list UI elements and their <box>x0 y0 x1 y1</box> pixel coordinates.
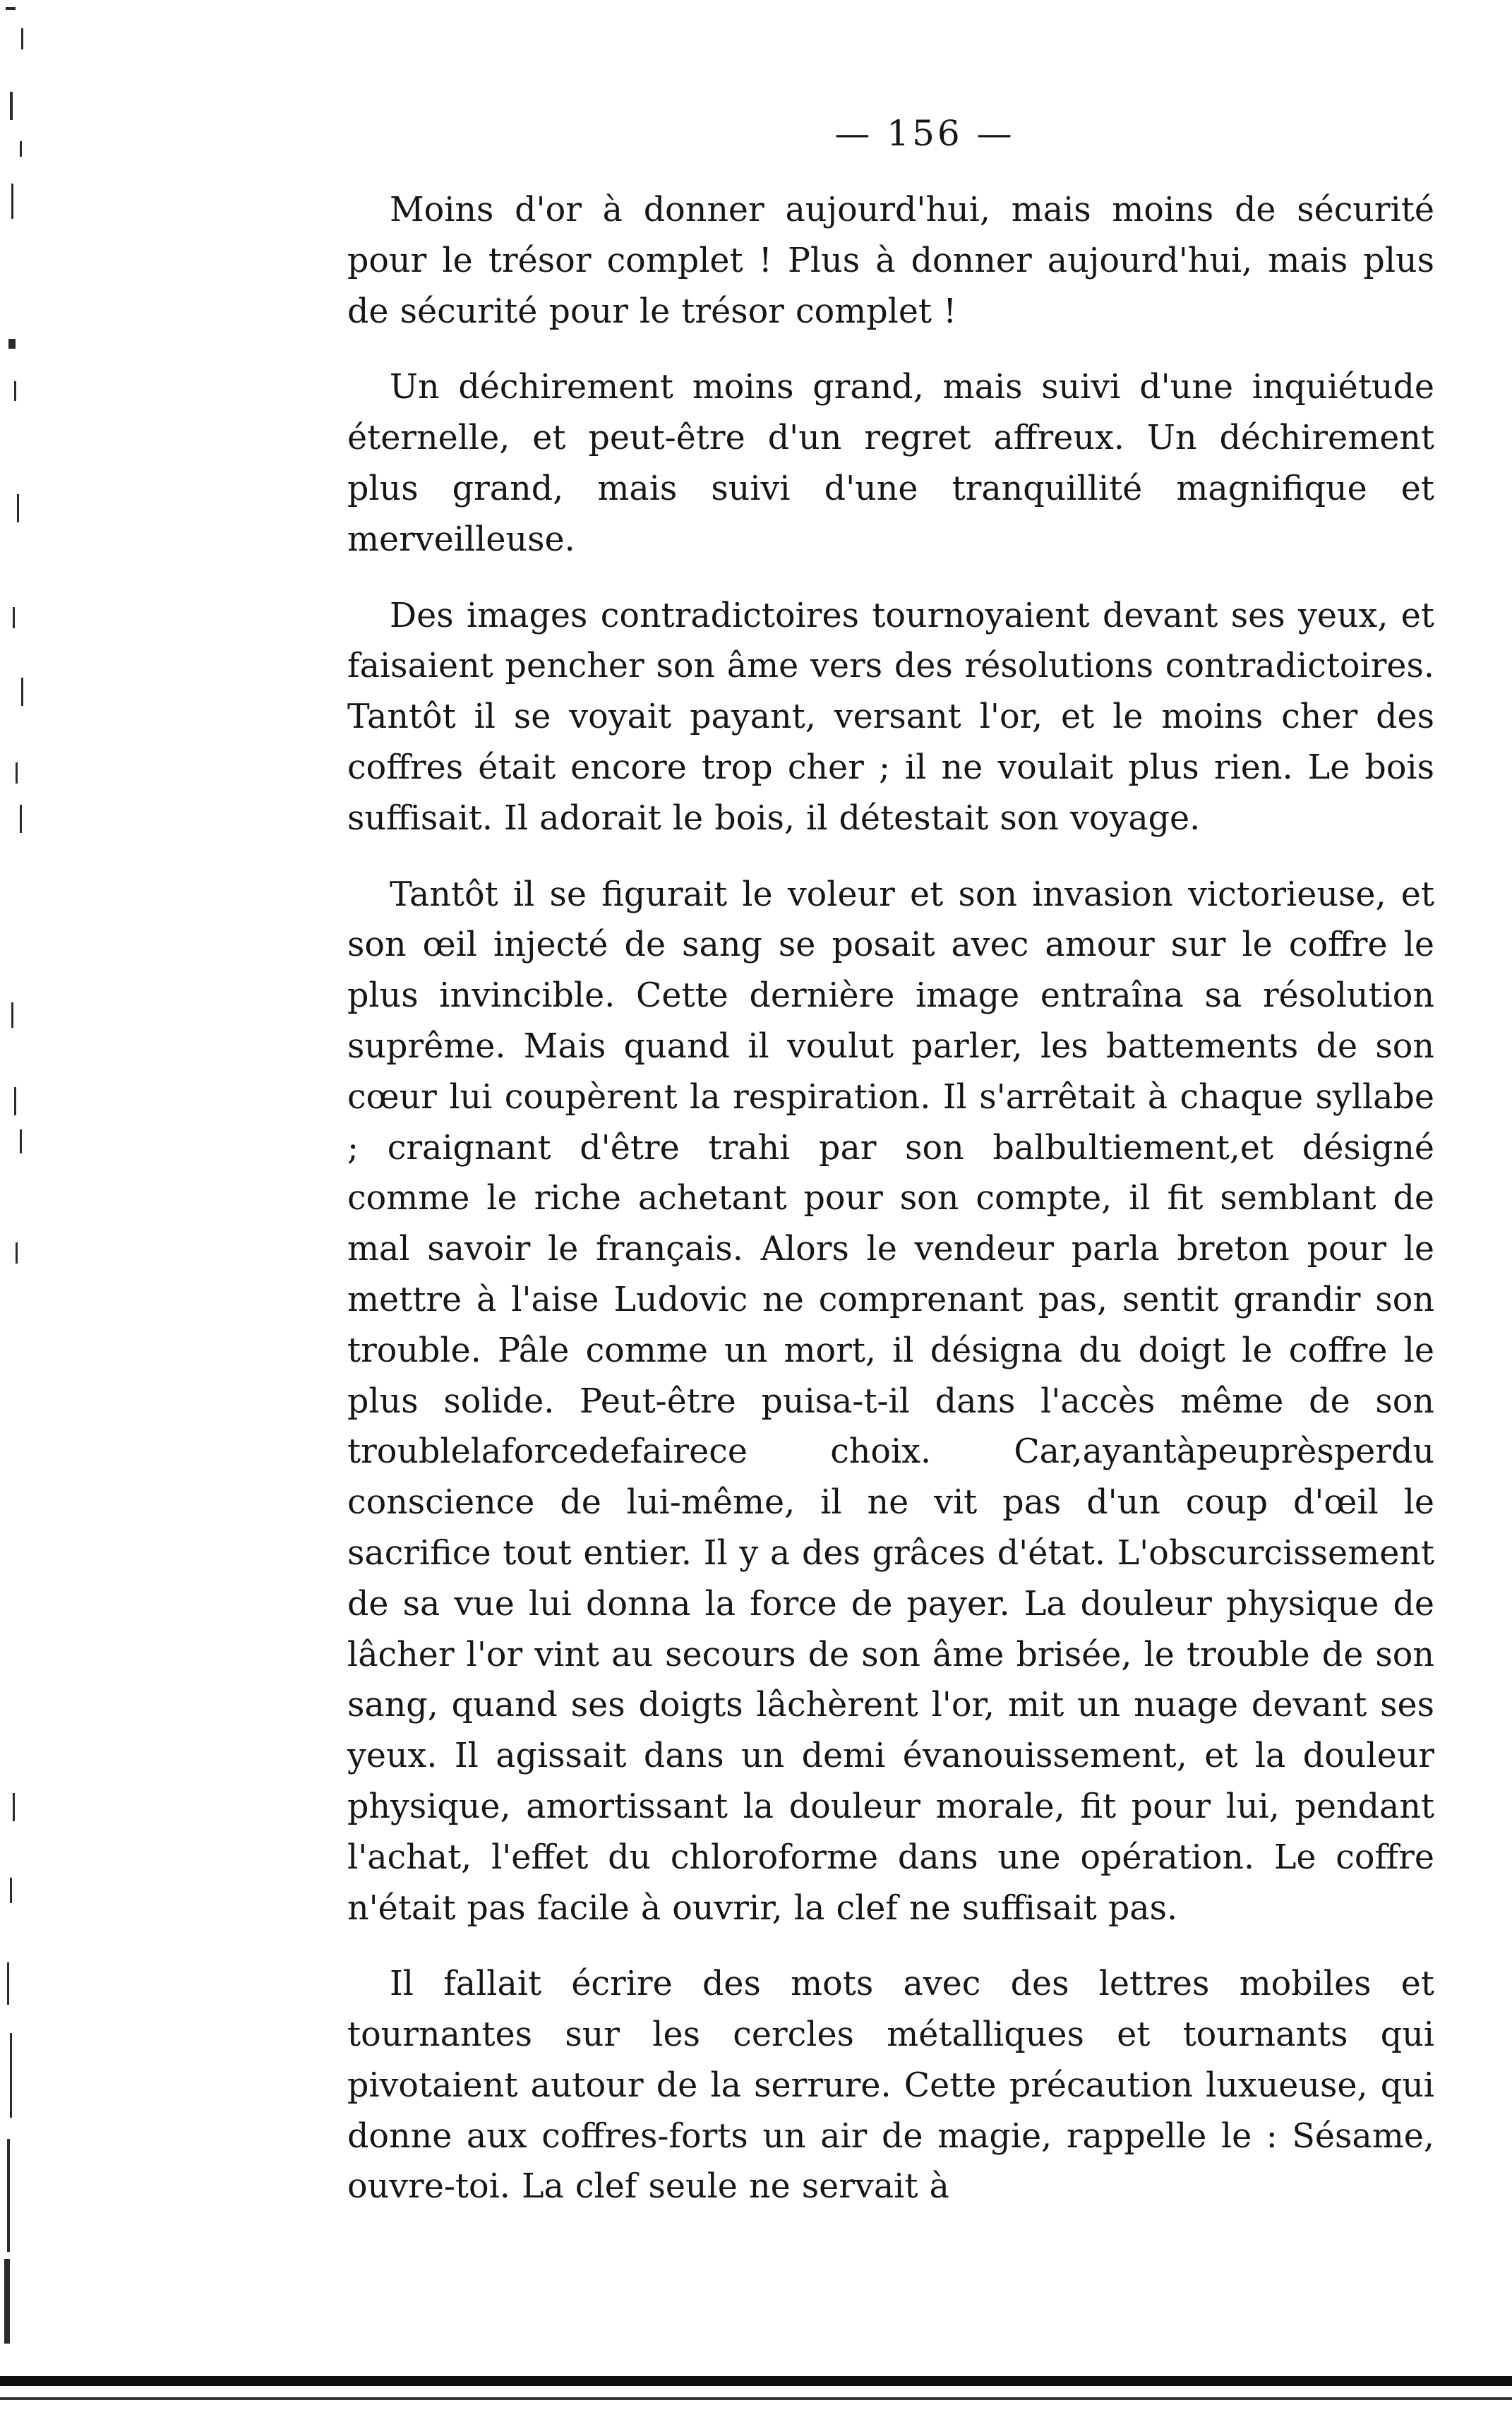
paragraph: Moins d'or à donner aujourd'hui, mais moins de sécurité pour le trésor complet ! Plus à donner aujourd'hui, mais plus de sécurité pour le trésor complet ! <box>347 191 1434 331</box>
page-body <box>347 185 1434 2238</box>
scan-bottom-border-thin <box>0 2397 1512 2400</box>
paragraph: Il fallait écrire des mots avec des lettres mobiles et tournantes sur les cercles métalliques et tournants qui pivotaient autour de la serrure. Cette précaution luxueuse, qui donne aux coffres-forts un air de magie, rappelle le : Sésame, ouvre-toi. La clef seule ne servait à <box>347 1965 1434 2207</box>
paragraph: Un déchirement moins grand, mais suivi d'une inquiétude éternelle, et peut-être d'un regret affreux. Un déchirement plus grand, mais suivi d'une tranquillité magnifique et merveilleuse. <box>347 368 1434 559</box>
scan-margin-noise <box>0 0 64 2417</box>
page-number: — 156 — <box>834 113 1015 154</box>
scan-bottom-border <box>0 2376 1512 2386</box>
paragraph: Tantôt il se figurait le voleur et son invasion victorieuse, et son œil injecté de sang se posait avec amour sur le coffre le plus invincible. Cette dernière image entraîna sa résolution suprême. Mais quand il voulut parler, les battements de son cœur lui coupèrent la respiration. Il s'arrêtait à chaque syllabe ; craignant d'être trahi par son balbultiement,et désigné comme le riche achetant pour son compte, il fit semblant de mal savoir le français. Alors le vendeur parla breton pour le mettre à l'aise Ludovic ne comprenant pas, sentit grandir son trouble. Pâle comme un mort, il désigna du doigt le coffre le plus solide. Peut-être puisa-t-il dans l'accès même de son troublelaforcedefairece choix. Car,ayantàpeuprèsperdu conscience de lui-même, il ne vit pas d'un coup d'œil le sacrifice tout entier. Il y a des grâces d'état. L'obscurcissement de sa vue lui donna la force de payer. La douleur physique de lâcher l'or vint au secours de son âme brisée, le trouble de son sang, quand ses doigts lâchèrent l'or, mit un nuage devant ses yeux. Il agissait dans un demi évanouissement, et la douleur physique, amortissant la douleur morale, fit pour lui, pendant l'achat, l'effet du chloroforme dans une opération. Le coffre n'était pas facile à ouvrir, la clef ne suffisait pas. <box>347 875 1434 1928</box>
paragraph: Des images contradictoires tournoyaient devant ses yeux, et faisaient pencher son âme vers des résolutions contradictoires. Tantôt il se voyait payant, versant l'or, et le moins cher des coffres était encore trop cher ; il ne voulait plus rien. Le bois suffisait. Il adorait le bois, il détestait son voyage. <box>347 596 1434 838</box>
